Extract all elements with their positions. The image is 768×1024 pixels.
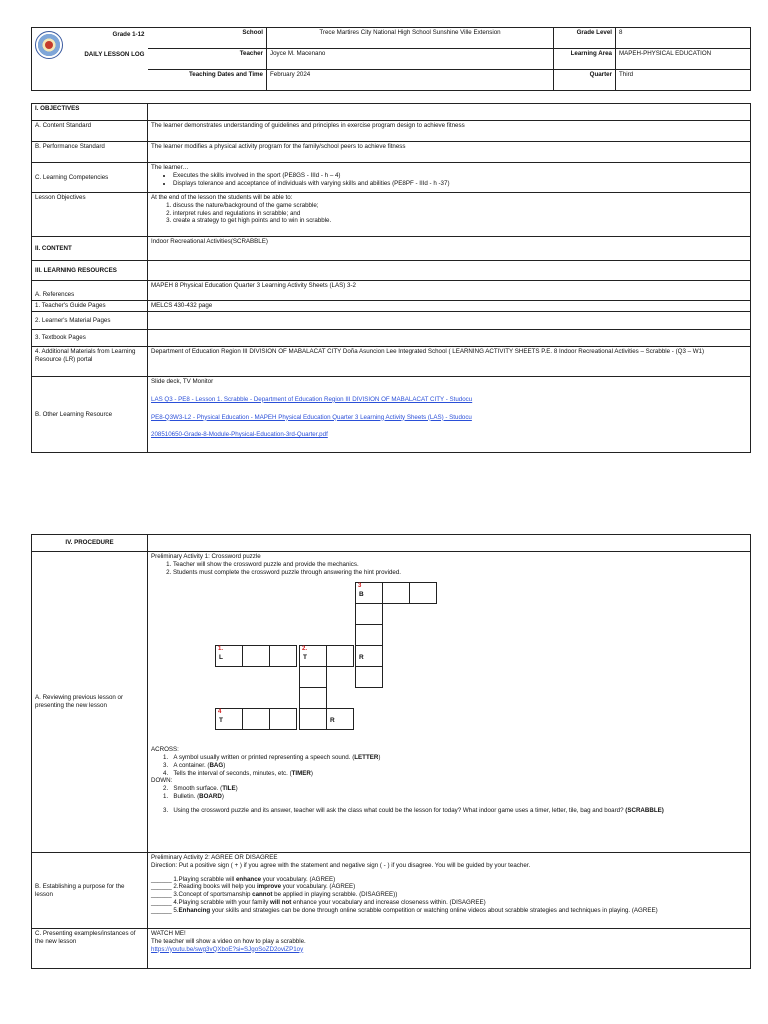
crossword-cell[interactable]: 1. L — [215, 645, 243, 667]
crossword-cell[interactable]: 3 B — [355, 582, 383, 604]
procedure-b-cell — [148, 853, 751, 929]
down-label: DOWN: — [151, 777, 173, 785]
additional-materials-label: 4. Additional Materials from Learning Resource (LR) portal — [32, 347, 148, 377]
procedure-a-label: A. Reviewing previous lesson or presenting the new lesson — [32, 552, 148, 853]
content-standard-label: A. Content Standard — [32, 121, 148, 142]
teachers-guide-value: MELCS 430-432 page — [148, 301, 751, 312]
across-label: ACROSS: — [151, 746, 179, 754]
learning-area-label: Learning Area — [554, 49, 616, 70]
resource-link[interactable]: PE8-Q3W3-L2 - Physical Education - MAPEH Physical Education Quarter 3 Learning Activity Sheets (LAS) - Studocu — [151, 413, 472, 421]
deped-seal-logo — [35, 31, 63, 59]
crossword-cell[interactable] — [242, 645, 270, 667]
crossword-cell[interactable] — [269, 708, 297, 730]
teacher-value: Joyce M. Macenano — [267, 49, 554, 70]
procedure-heading: IV. PROCEDURE — [32, 535, 148, 552]
lesson-objective-item: 3. create a strategy to get high points and to win in scrabble. — [173, 217, 747, 225]
grade-level-label: Grade Level — [554, 28, 616, 49]
learning-area-value: MAPEH-PHYSICAL EDUCATION — [616, 49, 751, 70]
textbook-label: 3. Textbook Pages — [32, 330, 148, 347]
lesson-objectives-intro: At the end of the lesson the students will be able to: — [151, 194, 293, 201]
crossword-cell[interactable]: 2. T — [299, 645, 327, 667]
down-clue: 1. Bulletin. (BOARD) — [163, 792, 224, 800]
resources-heading: III. LEARNING RESOURCES — [32, 261, 148, 281]
across-clue: 3. A container. (BAG) — [163, 761, 226, 769]
lesson-objectives-cell — [148, 193, 751, 237]
competencies-cell — [148, 163, 751, 193]
crossword-cell[interactable] — [355, 624, 383, 646]
procedure-b-label: B. Establishing a purpose for the lesson — [32, 853, 148, 929]
other-resource-cell — [148, 377, 751, 453]
resource-link[interactable]: 208510650-Grade-8-Module-Physical-Education-3rd-Quarter.pdf — [151, 431, 328, 439]
crossword-cell[interactable]: R — [326, 708, 354, 730]
across-clue: 4. Tells the interval of seconds, minutes, etc. (TIMER) — [163, 769, 313, 777]
procedure-c-cell — [148, 929, 751, 969]
activity-1-step: 1. Teacher will show the crossword puzzle and provide the mechanics. — [173, 561, 747, 569]
performance-standard-value: The learner modifies a physical activity program for the family/school peers to achieve fitness — [148, 142, 751, 163]
lesson-objective-item: 1. discuss the nature/background of the game scrabble; — [173, 202, 747, 210]
content-heading: II. CONTENT — [32, 237, 148, 261]
crossword-cell[interactable] — [355, 666, 383, 688]
other-resource-intro: Slide deck, TV Monitor — [151, 378, 214, 385]
competency-item: • Executes the skills involved in the sport (PE8GS - IIId - h – 4) — [173, 172, 747, 180]
grade-level-value: 8 — [616, 28, 751, 49]
crossword-cell[interactable] — [382, 582, 410, 604]
grade-label: Grade 1-12 — [112, 31, 145, 38]
agree-disagree-item: ______ 4.Playing scrabble with your family will not enhance your vocabulary and increase closeness within. (DISAGREE) — [151, 898, 486, 906]
activity-2-title: Preliminary Activity 2: AGREE OR DISAGREE — [151, 854, 278, 861]
agree-disagree-item: ______ 2.Reading books will help you improve your vocabulary. (AGREE) — [151, 883, 356, 891]
across-clue: 1. A symbol usually written or printed representing a speech sound. (LETTER) — [163, 754, 381, 761]
crossword-cell[interactable] — [409, 582, 437, 604]
crossword-cell[interactable] — [326, 645, 354, 667]
teachers-guide-label: 1. Teacher's Guide Pages — [32, 301, 148, 312]
quarter-value: Third — [616, 70, 751, 91]
crossword-cell[interactable] — [269, 645, 297, 667]
procedure-table — [31, 534, 751, 969]
video-instruction: The teacher will show a video on how to play a scrabble. — [151, 937, 306, 945]
competencies-intro: The learner… — [151, 164, 189, 171]
competencies-label: C. Learning Competencies — [32, 163, 148, 193]
resource-link[interactable]: LAS Q3 - PE8 - Lesson 1. Scrabble - Department of Education Region III DIVISION OF MABALACAT CITY - Studocu — [151, 395, 473, 403]
video-link[interactable]: https://youtu.be/swg3vQXboE?si=SJgoSoZD2oviZP1oy — [151, 945, 304, 953]
competency-item: • Displays tolerance and acceptance of individuals with varying skills and abilities (PE8PF - IIId - h -37) — [173, 180, 747, 188]
activity-1-step-3: 3. Using the crossword puzzle and its answer, teacher will ask the class what could be the lesson for today? What indoor game uses a timer, letter, tile, bag and board? (SCRABBLE) — [163, 806, 664, 814]
agree-disagree-item: ______ 1.Playing scrabble will enhance your vocabulary. (AGREE) — [151, 875, 336, 883]
quarter-label: Quarter — [554, 70, 616, 91]
additional-materials-value: Department of Education Region III DIVISION OF MABALACAT CITY Doña Asuncion Lee Integrated School ( LEARNING ACTIVITY SHEETS P.E. 8 Indoor Recreational Activities – Scrabble - (Q3 – W1) — [148, 347, 751, 377]
dates-value: February 2024 — [267, 70, 554, 91]
lesson-table — [31, 103, 751, 453]
crossword-cell[interactable]: 4 T — [215, 708, 243, 730]
school-value: Trece Martires City National High School Sunshine Ville Extension — [267, 28, 554, 49]
references-value: MAPEH 8 Physical Education Quarter 3 Learning Activity Sheets (LAS) 3-2 — [148, 281, 751, 301]
procedure-a-cell — [148, 552, 751, 853]
school-label: School — [148, 28, 267, 49]
agree-disagree-item: ______ 3.Concept of sportsmanship cannot be applied in playing scrabble. (DISAGREE)) — [151, 891, 398, 898]
crossword-cell[interactable] — [299, 687, 327, 709]
log-title: DAILY LESSON LOG — [84, 51, 145, 58]
lesson-objectives-label: Lesson Objectives — [32, 193, 148, 237]
activity-1-title: Preliminary Activity 1: Crossword puzzle — [151, 553, 261, 560]
crossword-cell[interactable] — [242, 708, 270, 730]
performance-standard-label: B. Performance Standard — [32, 142, 148, 163]
teacher-label: Teacher — [148, 49, 267, 70]
activity-1-step: 2. Students must complete the crossword puzzle through answering the hint provided. — [173, 569, 747, 577]
learners-material-label: 2. Learner's Material Pages — [32, 312, 148, 330]
other-resource-label: B. Other Learning Resource — [32, 377, 148, 453]
activity-2-direction: Direction: Put a positive sign ( + ) if you agree with the statement and negative sign ( - ) if you disagree. You will be guided by your teacher. — [151, 861, 531, 869]
crossword-cell[interactable] — [299, 708, 327, 730]
down-clue: 2. Smooth surface. (TILE) — [163, 785, 238, 792]
content-standard-value: The learner demonstrates understanding of guidelines and principles in exercise program design to achieve fitness — [148, 121, 751, 142]
crossword-cell[interactable]: R — [355, 645, 383, 667]
objectives-heading: I. OBJECTIVES — [32, 104, 148, 121]
references-label: A. References — [32, 281, 148, 301]
crossword-puzzle — [151, 580, 451, 740]
agree-disagree-item: ______ 5.Enhancing your skills and strategies can be done through online scrabble competition or watching online videos about scrabble strategies and techniques in playing. (AGREE) — [151, 906, 658, 914]
watch-me-title: WATCH ME! — [151, 930, 186, 937]
crossword-cell[interactable] — [355, 603, 383, 625]
crossword-cell[interactable] — [299, 666, 327, 688]
procedure-c-label: C. Presenting examples/instances of the new lesson — [32, 929, 148, 969]
lesson-objective-item: 2. interpret rules and regulations in scrabble; and — [173, 210, 747, 218]
header-table — [31, 27, 751, 91]
dates-label: Teaching Dates and Time — [148, 70, 267, 91]
content-value: Indoor Recreational Activities(SCRABBLE) — [148, 237, 751, 261]
